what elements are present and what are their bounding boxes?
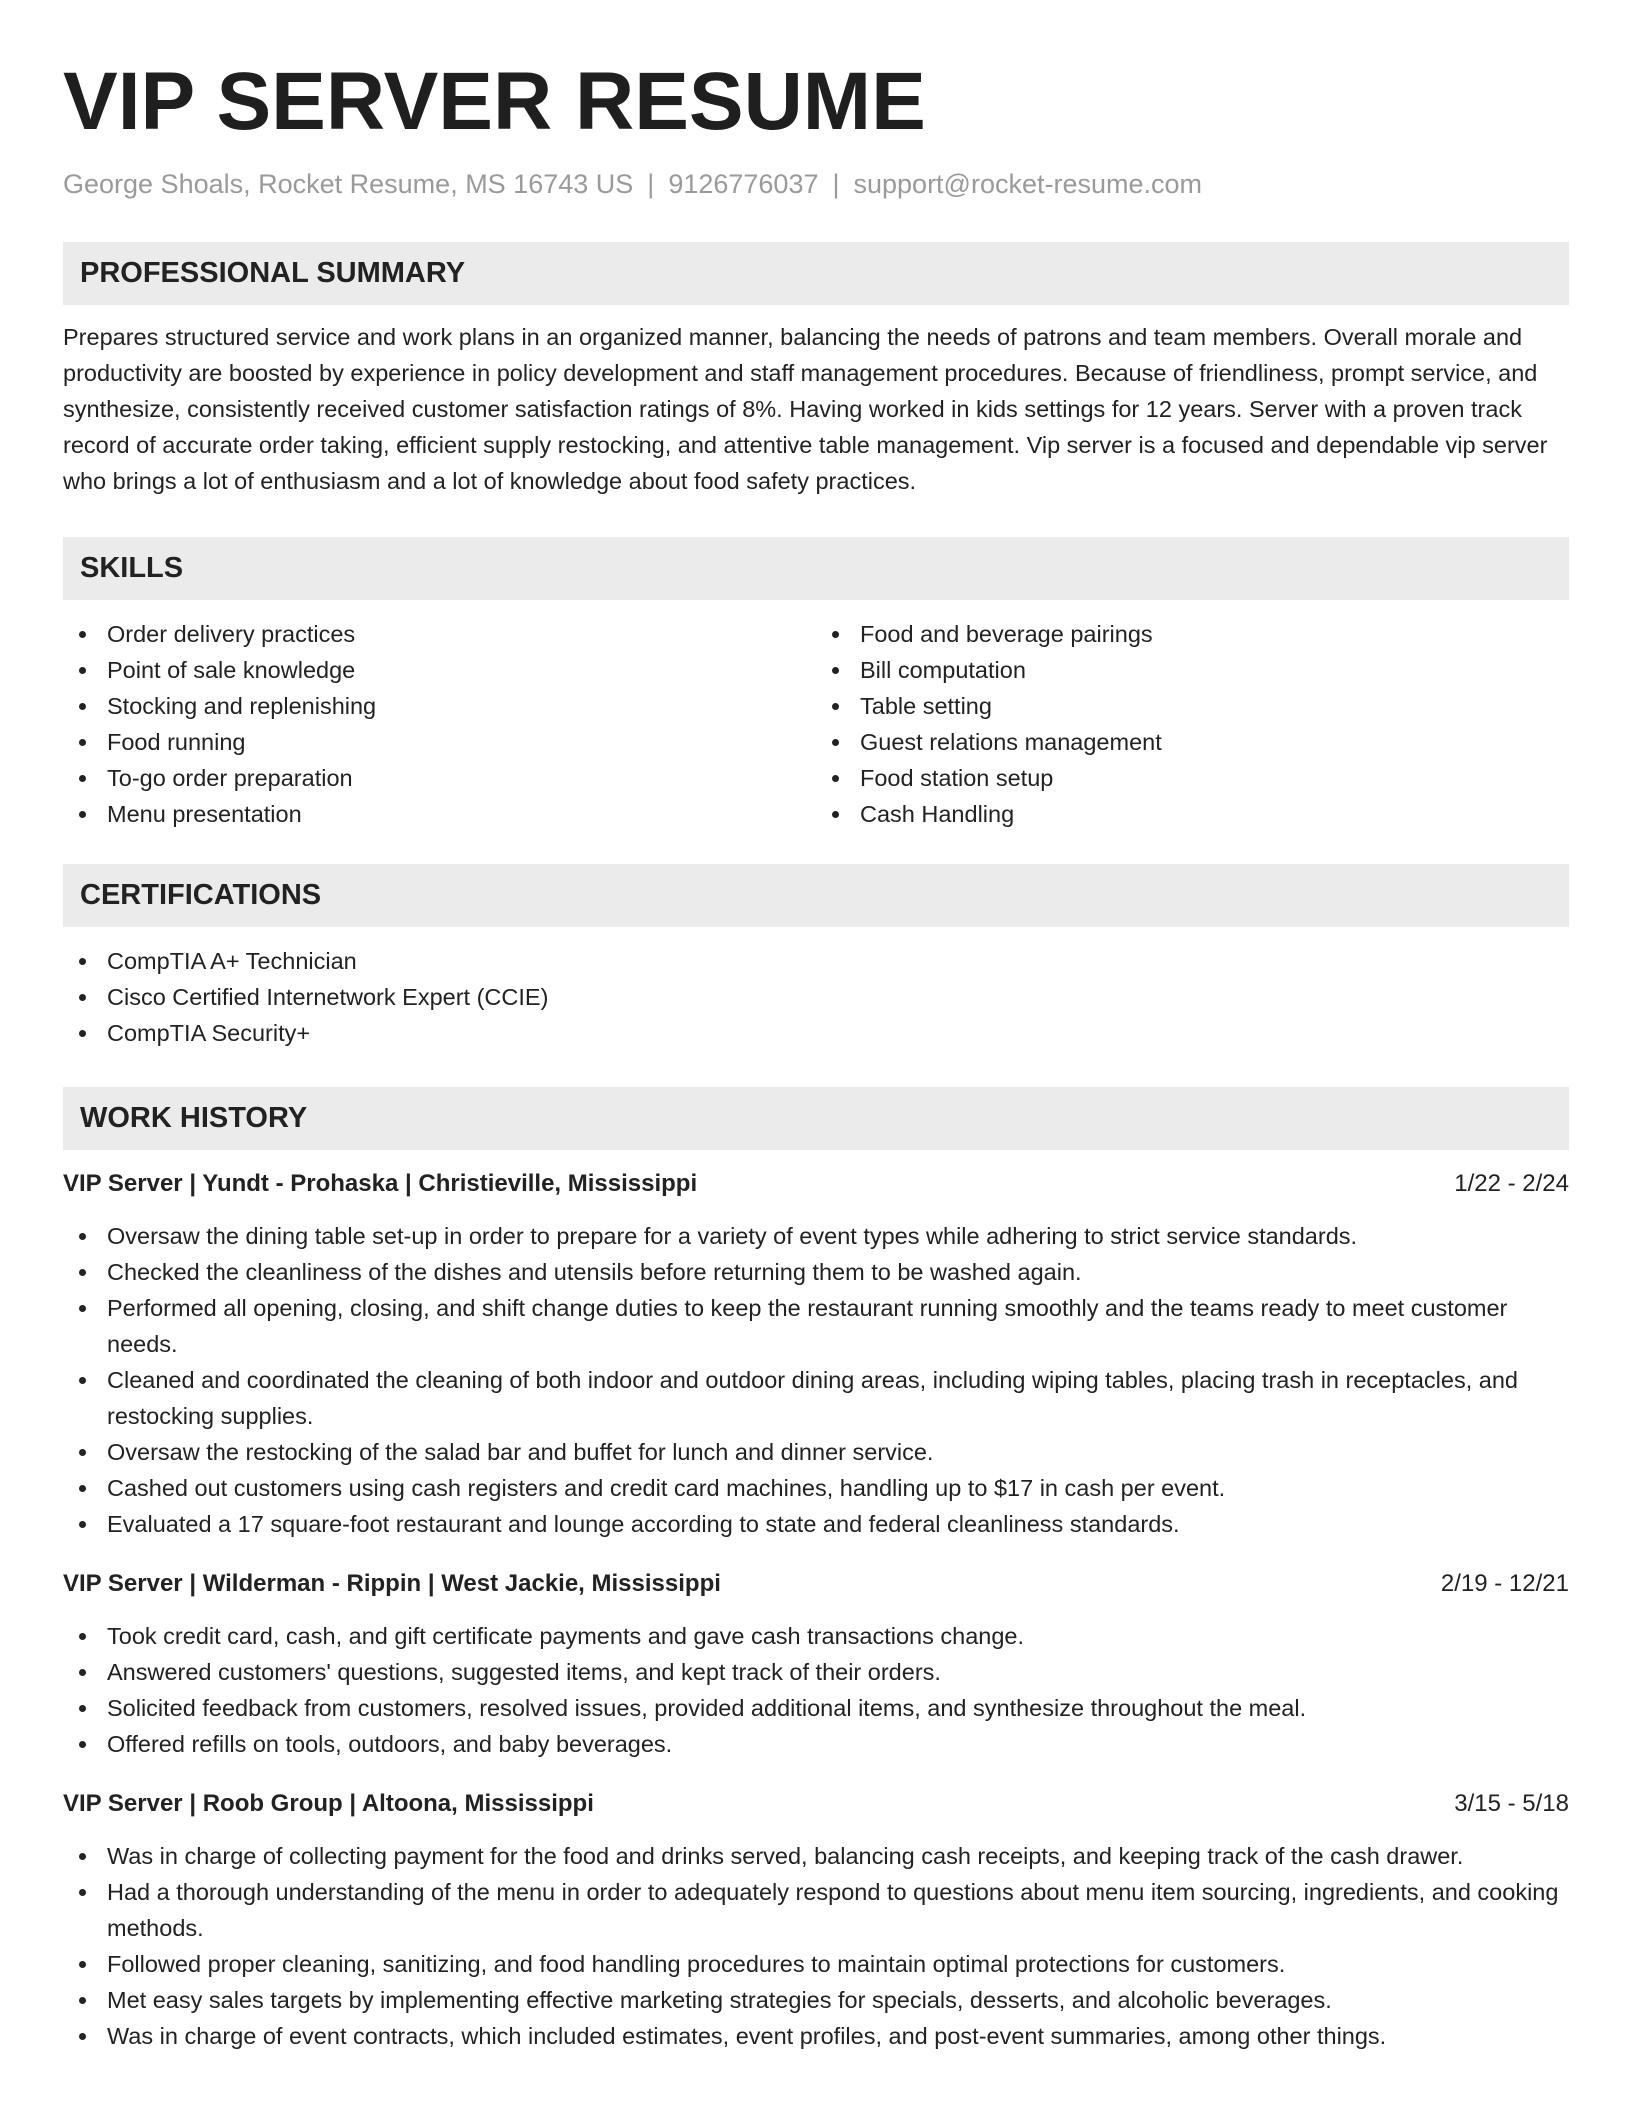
job-bullet: Solicited feedback from customers, resolved issues, provided additional items, and synthesize throughout the meal.: [63, 1690, 1569, 1726]
job-bullet: Cashed out customers using cash registers and credit card machines, handling up to $17 in cash per event.: [63, 1470, 1569, 1506]
job-bullet: Met easy sales targets by implementing effective marketing strategies for specials, desserts, and alcoholic beverages.: [63, 1982, 1569, 2018]
job-bullet: Followed proper cleaning, sanitizing, and food handling procedures to maintain optimal protections for customers.: [63, 1946, 1569, 1982]
certification-item: CompTIA A+ Technician: [63, 943, 1569, 979]
contact-line: [63, 166, 1569, 202]
job-header: [63, 1786, 1569, 1822]
skills-list-right: [816, 616, 1569, 832]
job-header: [63, 1566, 1569, 1602]
skill-item: Menu presentation: [63, 796, 816, 832]
job-bullet: Evaluated a 17 square-foot restaurant and lounge according to state and federal cleanliness standards.: [63, 1506, 1569, 1542]
job-bullets: [63, 1218, 1569, 1542]
job-title: VIP Server | Wilderman - Rippin | West Jackie, Mississippi: [63, 1570, 721, 1597]
job-bullet: Had a thorough understanding of the menu in order to adequately respond to questions about menu item sourcing, ingredients, and cooking methods.: [63, 1874, 1569, 1946]
skills-grid: [63, 600, 1569, 832]
skill-item: Food and beverage pairings: [816, 616, 1569, 652]
job-bullet: Performed all opening, closing, and shift change duties to keep the restaurant running smoothly and the teams ready to meet customer needs.: [63, 1290, 1569, 1362]
section-heading-skills: SKILLS: [63, 537, 1569, 600]
job-bullet: Answered customers' questions, suggested items, and kept track of their orders.: [63, 1654, 1569, 1690]
skill-item: Bill computation: [816, 652, 1569, 688]
job-dates: 2/19 - 12/21: [1440, 1570, 1569, 1597]
contact-phone: 9126776037: [668, 169, 819, 199]
skill-item: Cash Handling: [816, 796, 1569, 832]
job-dates: 3/15 - 5/18: [1454, 1790, 1569, 1817]
job-dates: 1/22 - 2/24: [1454, 1170, 1569, 1197]
job-bullet: Took credit card, cash, and gift certificate payments and gave cash transactions change.: [63, 1618, 1569, 1654]
job-bullet: Cleaned and coordinated the cleaning of both indoor and outdoor dining areas, including wiping tables, placing trash in receptacles, and restocking supplies.: [63, 1362, 1569, 1434]
job-bullet: Oversaw the dining table set-up in order to prepare for a variety of event types while adhering to strict service standards.: [63, 1218, 1569, 1254]
skill-item: Order delivery practices: [63, 616, 816, 652]
skill-item: Food running: [63, 724, 816, 760]
resume-title: VIP SERVER RESUME: [63, 56, 926, 147]
job-title: VIP Server | Roob Group | Altoona, Mississippi: [63, 1790, 594, 1817]
skills-list-left: [63, 616, 816, 832]
job-bullets: [63, 1838, 1569, 2054]
contact-email[interactable]: support@rocket-resume.com: [853, 169, 1203, 199]
skill-item: To-go order preparation: [63, 760, 816, 796]
skill-item: Stocking and replenishing: [63, 688, 816, 724]
job-bullet: Checked the cleanliness of the dishes and utensils before returning them to be washed again.: [63, 1254, 1569, 1290]
contact-address: George Shoals, Rocket Resume, MS 16743 US: [63, 169, 634, 199]
job-bullet: Offered refills on tools, outdoors, and baby beverages.: [63, 1726, 1569, 1762]
certifications-list: [63, 943, 1569, 1051]
certification-item: Cisco Certified Internetwork Expert (CCIE): [63, 979, 1569, 1015]
section-heading-summary: PROFESSIONAL SUMMARY: [63, 242, 1569, 305]
section-heading-work-history: WORK HISTORY: [63, 1087, 1569, 1150]
job-entry: [63, 1566, 1569, 1762]
job-entry: [63, 1786, 1569, 2054]
job-bullet: Was in charge of collecting payment for the food and drinks served, balancing cash receipts, and keeping track of the cash drawer.: [63, 1838, 1569, 1874]
job-title: VIP Server | Yundt - Prohaska | Christieville, Mississippi: [63, 1170, 698, 1197]
certification-item: CompTIA Security+: [63, 1015, 1569, 1051]
job-bullets: [63, 1618, 1569, 1762]
skill-item: Table setting: [816, 688, 1569, 724]
section-heading-certifications: CERTIFICATIONS: [63, 864, 1569, 927]
skill-item: Food station setup: [816, 760, 1569, 796]
skill-item: Guest relations management: [816, 724, 1569, 760]
contact-separator: |: [832, 169, 840, 199]
job-header: [63, 1166, 1569, 1202]
summary-text: Prepares structured service and work plans in an organized manner, balancing the needs of patrons and team members. Overall morale and productivity are boosted by experience in policy development and staff management procedures. Because of friendliness, prompt service, and synthesize, consistently received customer satisfaction ratings of 8%. Having worked in kids settings for 12 years. Server with a proven track record of accurate order taking, efficient supply restocking, and attentive table management. Vip server is a focused and dependable vip server who brings a lot of enthusiasm and a lot of knowledge about food safety practices.: [63, 324, 1548, 494]
job-entry: [63, 1166, 1569, 1542]
skill-item: Point of sale knowledge: [63, 652, 816, 688]
contact-separator: |: [647, 169, 655, 199]
job-bullet: Was in charge of event contracts, which included estimates, event profiles, and post-event summaries, among other things.: [63, 2018, 1569, 2054]
job-bullet: Oversaw the restocking of the salad bar and buffet for lunch and dinner service.: [63, 1434, 1569, 1470]
